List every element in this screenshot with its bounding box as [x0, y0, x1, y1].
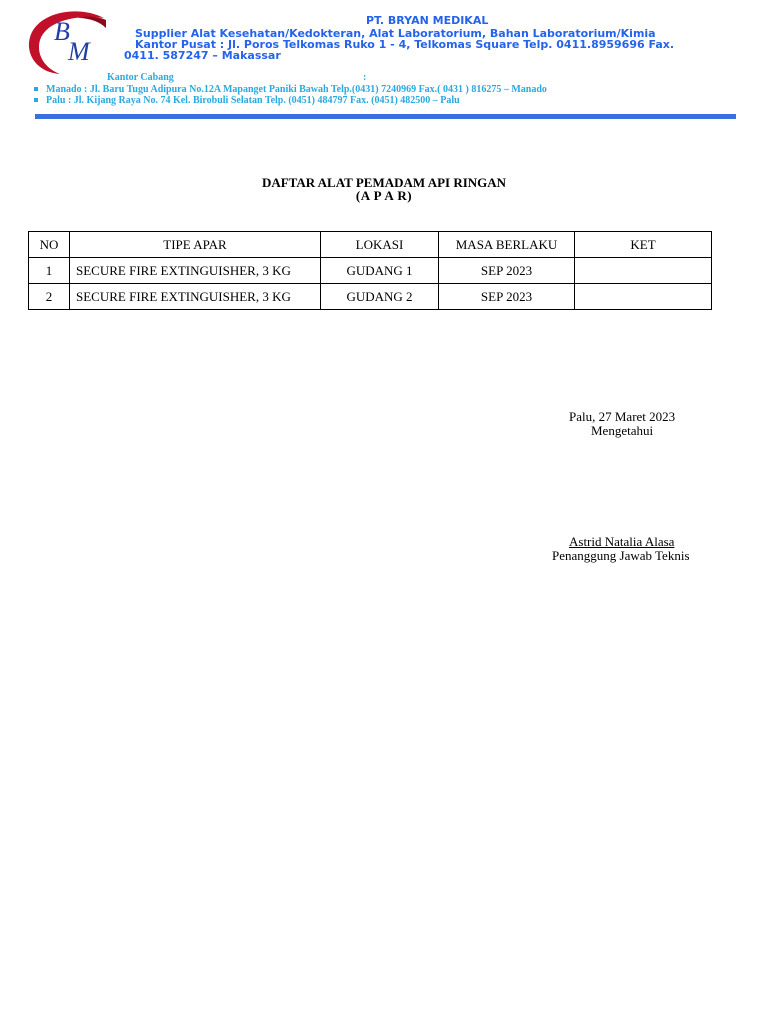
company-logo: [26, 10, 118, 78]
cell-no: 1: [29, 258, 70, 284]
cell-location: GUDANG 2: [321, 284, 439, 310]
cell-type: SECURE FIRE EXTINGUISHER, 3 KG: [70, 284, 321, 310]
col-type: TIPE APAR: [70, 232, 321, 258]
header-divider: [35, 114, 736, 119]
cell-type: SECURE FIRE EXTINGUISHER, 3 KG: [70, 258, 321, 284]
branch-manado-text: Manado : Jl. Baru Tugu Adipura No.12A Mapanget Paniki Bawah Telp.(0431) 7240969 Fax.( 0431 ) 816275 – Manado: [46, 84, 547, 95]
signer-role: Penanggung Jawab Teknis: [552, 548, 690, 563]
branch-palu: [34, 95, 460, 106]
bullet-icon: [34, 98, 38, 102]
head-office-address: Kantor Pusat : Jl. Poros Telkomas Ruko 1 - 4, Telkomas Square Telp. 0411.8959696 Fax.: [135, 38, 675, 51]
col-location: LOKASI: [321, 232, 439, 258]
logo-letter-b: B: [54, 17, 70, 46]
branch-manado: [34, 84, 547, 95]
document-title: DAFTAR ALAT PEMADAM API RINGAN: [261, 175, 507, 190]
signature-acknowledge: Mengetahui: [591, 423, 654, 438]
signer-name: Astrid Natalia Alasa: [569, 534, 675, 549]
logo-letter-m: M: [68, 37, 90, 66]
col-validity: MASA BERLAKU: [439, 232, 575, 258]
branch-office-label: Kantor Cabang: [107, 72, 174, 83]
branch-office-colon: :: [363, 72, 367, 83]
table-row: [29, 284, 712, 310]
col-no: NO: [29, 232, 70, 258]
col-note: KET: [575, 232, 712, 258]
cell-no: 2: [29, 284, 70, 310]
head-office-address-cont: 0411. 587247 – Makassar: [124, 49, 281, 62]
cell-validity: SEP 2023: [439, 284, 575, 310]
branch-palu-text: Palu : Jl. Kijang Raya No. 74 Kel. Birobuli Selatan Telp. (0451) 484797 Fax. (0451) 482500 – Palu: [46, 95, 460, 106]
cell-location: GUDANG 1: [321, 258, 439, 284]
company-description: Supplier Alat Kesehatan/Kedokteran, Alat Laboratorium, Bahan Laboratorium/Kimia: [135, 27, 656, 40]
signature-place-date: Palu, 27 Maret 2023: [569, 409, 676, 424]
bullet-icon: [34, 87, 38, 91]
table-header-row: [29, 232, 712, 258]
apar-table: [28, 231, 712, 310]
cell-note: [575, 258, 712, 284]
cell-validity: SEP 2023: [439, 258, 575, 284]
cell-note: [575, 284, 712, 310]
document-subtitle: (A P A R): [355, 188, 413, 203]
company-name: PT. BRYAN MEDIKAL: [366, 14, 489, 27]
table-row: [29, 258, 712, 284]
